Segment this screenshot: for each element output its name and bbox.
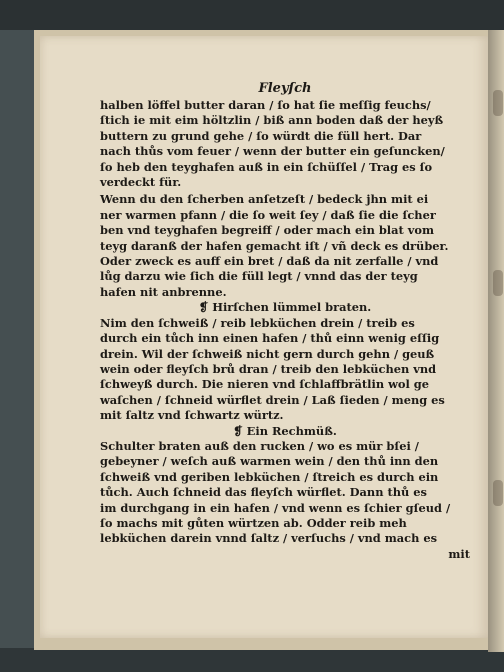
text-line: buttern zu grund gehe / ſo würdt die füll hert. Dar	[100, 128, 422, 143]
text-line: nach thůs vom feuer / wenn der butter ein geſuncken/	[100, 144, 445, 159]
facing-page-fragment	[492, 60, 504, 620]
text-line: Wenn du den ſcherben anſetzeſt / bedeck jhn mit ei	[100, 192, 429, 207]
text-line: Oder zweck es auff ein bret / daß da nit zerfalle / vnd	[100, 254, 439, 269]
text-line: lůg darzu wie ſich die füll legt / vnnd das der teyg	[100, 269, 418, 284]
section-heading: ❡ Hirſchen lümmel braten.	[198, 300, 372, 315]
facing-page-mark	[493, 480, 503, 506]
scanner-background-left	[0, 30, 36, 672]
text-line: Nim den ſchweiß / reib lebküchen drein / treib es	[100, 315, 415, 330]
running-head: Fleyſch	[258, 81, 312, 96]
text-line: teyg daranß der hafen gemacht iſt / vñ deck es drüber.	[100, 238, 449, 253]
text-line: hafen nit anbrenne.	[100, 284, 227, 299]
page-text	[100, 80, 470, 562]
text-line: durch ein tůch inn einen hafen / thů einn wenig eſſig	[100, 331, 440, 346]
paragraph-4	[100, 439, 470, 562]
text-line: Schulter braten auß den rucken / wo es mür bſei /	[100, 438, 419, 453]
text-line: ſchweiß vnd geriben lebküchen / ſtreich es durch ein	[100, 469, 439, 484]
text-line: waſchen / ſchneid würflet drein / Laß ſieden / meng es	[100, 392, 445, 407]
paragraph-3	[100, 316, 470, 424]
paragraph-2	[100, 192, 470, 300]
text-line: ſo machs mit gůten würtzen ab. Odder reib meh	[100, 515, 407, 530]
text-line: im durchgang in ein hafen / vnd wenn es ſchier gſeud /	[100, 500, 451, 515]
scanner-background-bottom	[0, 648, 504, 672]
text-line: ſo heb den teyghafen auß in ein ſchüſſel / Trag es ſo	[100, 159, 433, 174]
text-line: ner warmen pfann / die ſo weit ſey / daß ſie die ſcher	[100, 207, 436, 222]
text-line: gebeyner / weſch auß warmen wein / den thů inn den	[100, 454, 439, 469]
text-line: wein oder fleyſch brů dran / treib den lebküchen vnd	[100, 361, 437, 376]
text-line: lebküchen darein vnnd ſaltz / verſuchs / vnd mach es	[100, 531, 438, 546]
facing-page-mark	[493, 270, 503, 296]
text-line: ſtich ie mit eim höltzlin / biß ann boden daß der heyß	[100, 113, 444, 128]
text-line: verdeckt für.	[100, 175, 182, 190]
paragraph-1	[100, 98, 470, 190]
text-line: drein. Wil der ſchweiß nicht gern durch gehn / geuß	[100, 346, 435, 361]
facing-page-mark	[493, 90, 503, 116]
catchword: mit	[448, 546, 470, 561]
text-line: tůch. Auch ſchneid das fleyſch würflet. Dann thů es	[100, 485, 427, 500]
section-heading: ❡ Ein Rechmüß.	[233, 423, 337, 438]
text-line: ſchweyß durch. Die nieren vnd ſchlaffbrätlin wol ge	[100, 377, 429, 392]
text-line: halben löffel butter daran / ſo hat ſie meſſig feuchs/	[100, 98, 431, 112]
text-line: mit ſaltz vnd ſchwartz würtz.	[100, 408, 284, 423]
scanner-background-top	[0, 0, 504, 30]
text-line: ben vnd teyghafen begreiff / oder mach ein blat vom	[100, 223, 435, 238]
